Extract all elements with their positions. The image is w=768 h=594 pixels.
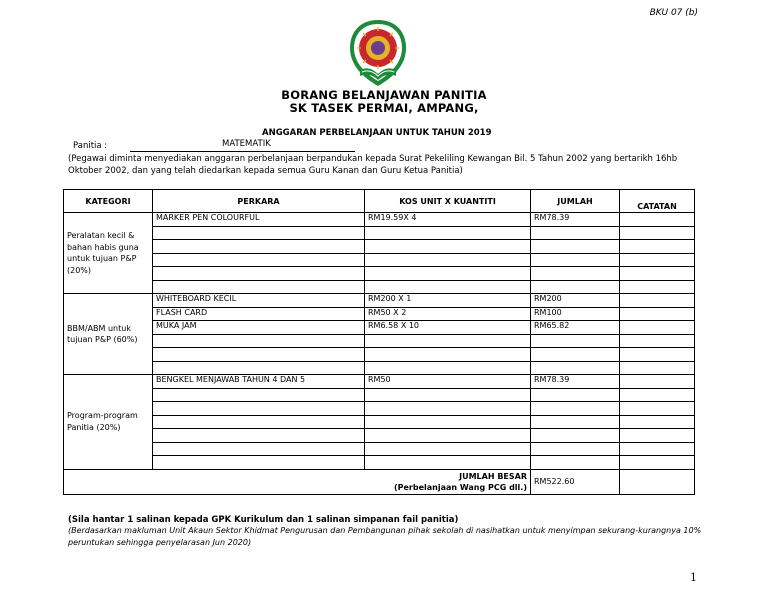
table-row bbox=[64, 213, 695, 227]
perkara-cell bbox=[153, 348, 365, 362]
jumlah-cell bbox=[531, 280, 620, 294]
catatan-cell bbox=[620, 240, 695, 254]
table-row bbox=[64, 456, 695, 470]
panitia-underline bbox=[130, 151, 355, 152]
jumlah-cell bbox=[531, 361, 620, 375]
perkara-cell: FLASH CARD bbox=[153, 307, 365, 321]
total-value: RM522.60 bbox=[531, 469, 620, 494]
kos-cell bbox=[365, 334, 531, 348]
table-row bbox=[64, 226, 695, 240]
table-body bbox=[64, 213, 695, 495]
catatan-cell bbox=[620, 442, 695, 456]
kategori-cell: Peralatan kecil & bahan habis guna untuk tujuan P&P (20%) bbox=[64, 213, 153, 294]
kos-cell: RM19.59X 4 bbox=[365, 213, 531, 227]
kos-cell bbox=[365, 388, 531, 402]
perkara-cell bbox=[153, 361, 365, 375]
kos-cell bbox=[365, 456, 531, 470]
catatan-cell bbox=[620, 348, 695, 362]
jumlah-cell bbox=[531, 348, 620, 362]
perkara-cell bbox=[153, 388, 365, 402]
table-row bbox=[64, 307, 695, 321]
submission-note: (Sila hantar 1 salinan kepada GPK Kurikulum dan 1 salinan simpanan fail panitia) bbox=[68, 515, 459, 525]
perkara-cell bbox=[153, 442, 365, 456]
table-row bbox=[64, 280, 695, 294]
kos-cell bbox=[365, 402, 531, 416]
jumlah-cell: RM78.39 bbox=[531, 213, 620, 227]
jumlah-cell bbox=[531, 240, 620, 254]
kos-cell: RM6.58 X 10 bbox=[365, 321, 531, 335]
table-row bbox=[64, 442, 695, 456]
catatan-cell bbox=[620, 388, 695, 402]
kos-cell bbox=[365, 267, 531, 281]
catatan-cell bbox=[620, 226, 695, 240]
catatan-cell bbox=[620, 307, 695, 321]
perkara-cell bbox=[153, 253, 365, 267]
kos-cell bbox=[365, 280, 531, 294]
perkara-cell: MUKA JAM bbox=[153, 321, 365, 335]
page-number: 1 bbox=[690, 571, 697, 584]
form-code: BKU 07 (b) bbox=[649, 8, 698, 18]
table-row bbox=[64, 321, 695, 335]
jumlah-cell: RM200 bbox=[531, 294, 620, 308]
table-row bbox=[64, 361, 695, 375]
school-crest-icon bbox=[346, 18, 410, 90]
total-label bbox=[64, 469, 531, 494]
kos-cell bbox=[365, 361, 531, 375]
kos-cell bbox=[365, 442, 531, 456]
catatan-cell bbox=[620, 253, 695, 267]
catatan-cell bbox=[620, 361, 695, 375]
perkara-cell bbox=[153, 226, 365, 240]
form-subtitle: ANGGARAN PERBELANJAAN UNTUK TAHUN 2019 bbox=[262, 128, 492, 138]
kos-cell bbox=[365, 429, 531, 443]
total-catatan-cell bbox=[620, 469, 695, 494]
perkara-cell bbox=[153, 334, 365, 348]
jumlah-cell: RM65.82 bbox=[531, 321, 620, 335]
catatan-cell bbox=[620, 213, 695, 227]
catatan-cell bbox=[620, 267, 695, 281]
kategori-cell: BBM/ABM untuk tujuan P&P (60%) bbox=[64, 294, 153, 375]
table-row bbox=[64, 415, 695, 429]
perkara-cell bbox=[153, 429, 365, 443]
kos-cell bbox=[365, 348, 531, 362]
table-row bbox=[64, 267, 695, 281]
perkara-cell bbox=[153, 402, 365, 416]
perkara-cell: MARKER PEN COLOURFUL bbox=[153, 213, 365, 227]
kos-cell: RM200 X 1 bbox=[365, 294, 531, 308]
kategori-cell: Program-program Panitia (20%) bbox=[64, 375, 153, 470]
perkara-cell: WHITEBOARD KECIL bbox=[153, 294, 365, 308]
header-jumlah: JUMLAH bbox=[531, 190, 620, 213]
kos-cell bbox=[365, 253, 531, 267]
instruction-note: (Pegawai diminta menyediakan anggaran perbelanjaan berpandukan kepada Surat Pekeliling Kewangan Bil. 5 Tahun 2002 yang bertarikh 16hb Oktober 2002, dan yang telah diedarkan kepada semua Guru Kanan dan Guru Ketua Panitia) bbox=[68, 154, 678, 176]
total-label-title: JUMLAH BESAR bbox=[459, 471, 527, 481]
total-row bbox=[64, 469, 695, 494]
kos-cell: RM50 X 2 bbox=[365, 307, 531, 321]
catatan-cell bbox=[620, 375, 695, 389]
kos-cell bbox=[365, 226, 531, 240]
jumlah-cell bbox=[531, 402, 620, 416]
table-row bbox=[64, 402, 695, 416]
catatan-cell bbox=[620, 415, 695, 429]
perkara-cell bbox=[153, 267, 365, 281]
perkara-cell: BENGKEL MENJAWAB TAHUN 4 DAN 5 bbox=[153, 375, 365, 389]
jumlah-cell bbox=[531, 388, 620, 402]
table-row bbox=[64, 375, 695, 389]
school-name: SK TASEK PERMAI, AMPANG, bbox=[289, 101, 479, 115]
kos-cell bbox=[365, 240, 531, 254]
table-header-row bbox=[64, 190, 695, 213]
jumlah-cell bbox=[531, 456, 620, 470]
table-row bbox=[64, 253, 695, 267]
catatan-cell bbox=[620, 429, 695, 443]
catatan-cell bbox=[620, 334, 695, 348]
header-kategori: KATEGORI bbox=[64, 190, 153, 213]
jumlah-cell bbox=[531, 334, 620, 348]
table-row bbox=[64, 388, 695, 402]
jumlah-cell bbox=[531, 253, 620, 267]
perkara-cell bbox=[153, 415, 365, 429]
table-row bbox=[64, 294, 695, 308]
panitia-value: MATEMATIK bbox=[222, 139, 271, 149]
table-row bbox=[64, 429, 695, 443]
panitia-label: Panitia : bbox=[73, 141, 108, 151]
catatan-cell bbox=[620, 402, 695, 416]
header-perkara: PERKARA bbox=[153, 190, 365, 213]
table-row bbox=[64, 348, 695, 362]
reserve-note: (Berdasarkan makluman Unit Akaun Sektor Khidmat Pengurusan dan Pembangunan pihak sekolah di nasihatkan untuk menyimpan sekurang-kurangnya 10% peruntukan sehingga penyelarasan Jun 2020) bbox=[68, 526, 702, 547]
jumlah-cell bbox=[531, 442, 620, 456]
perkara-cell bbox=[153, 280, 365, 294]
header-kos: KOS UNIT X KUANTITI bbox=[365, 190, 531, 213]
kos-cell: RM50 bbox=[365, 375, 531, 389]
kos-cell bbox=[365, 415, 531, 429]
budget-table bbox=[63, 189, 695, 495]
catatan-cell bbox=[620, 456, 695, 470]
perkara-cell bbox=[153, 240, 365, 254]
table-row bbox=[64, 240, 695, 254]
catatan-cell bbox=[620, 321, 695, 335]
header-catatan: CATATAN bbox=[620, 190, 695, 213]
jumlah-cell: RM100 bbox=[531, 307, 620, 321]
jumlah-cell: RM78.39 bbox=[531, 375, 620, 389]
perkara-cell bbox=[153, 456, 365, 470]
jumlah-cell bbox=[531, 415, 620, 429]
jumlah-cell bbox=[531, 429, 620, 443]
catatan-cell bbox=[620, 294, 695, 308]
total-label-subtitle: (Perbelanjaan Wang PCG dll.) bbox=[393, 482, 527, 492]
table-row bbox=[64, 334, 695, 348]
form-title: BORANG BELANJAWAN PANITIA bbox=[281, 88, 487, 102]
jumlah-cell bbox=[531, 267, 620, 281]
jumlah-cell bbox=[531, 226, 620, 240]
catatan-cell bbox=[620, 280, 695, 294]
